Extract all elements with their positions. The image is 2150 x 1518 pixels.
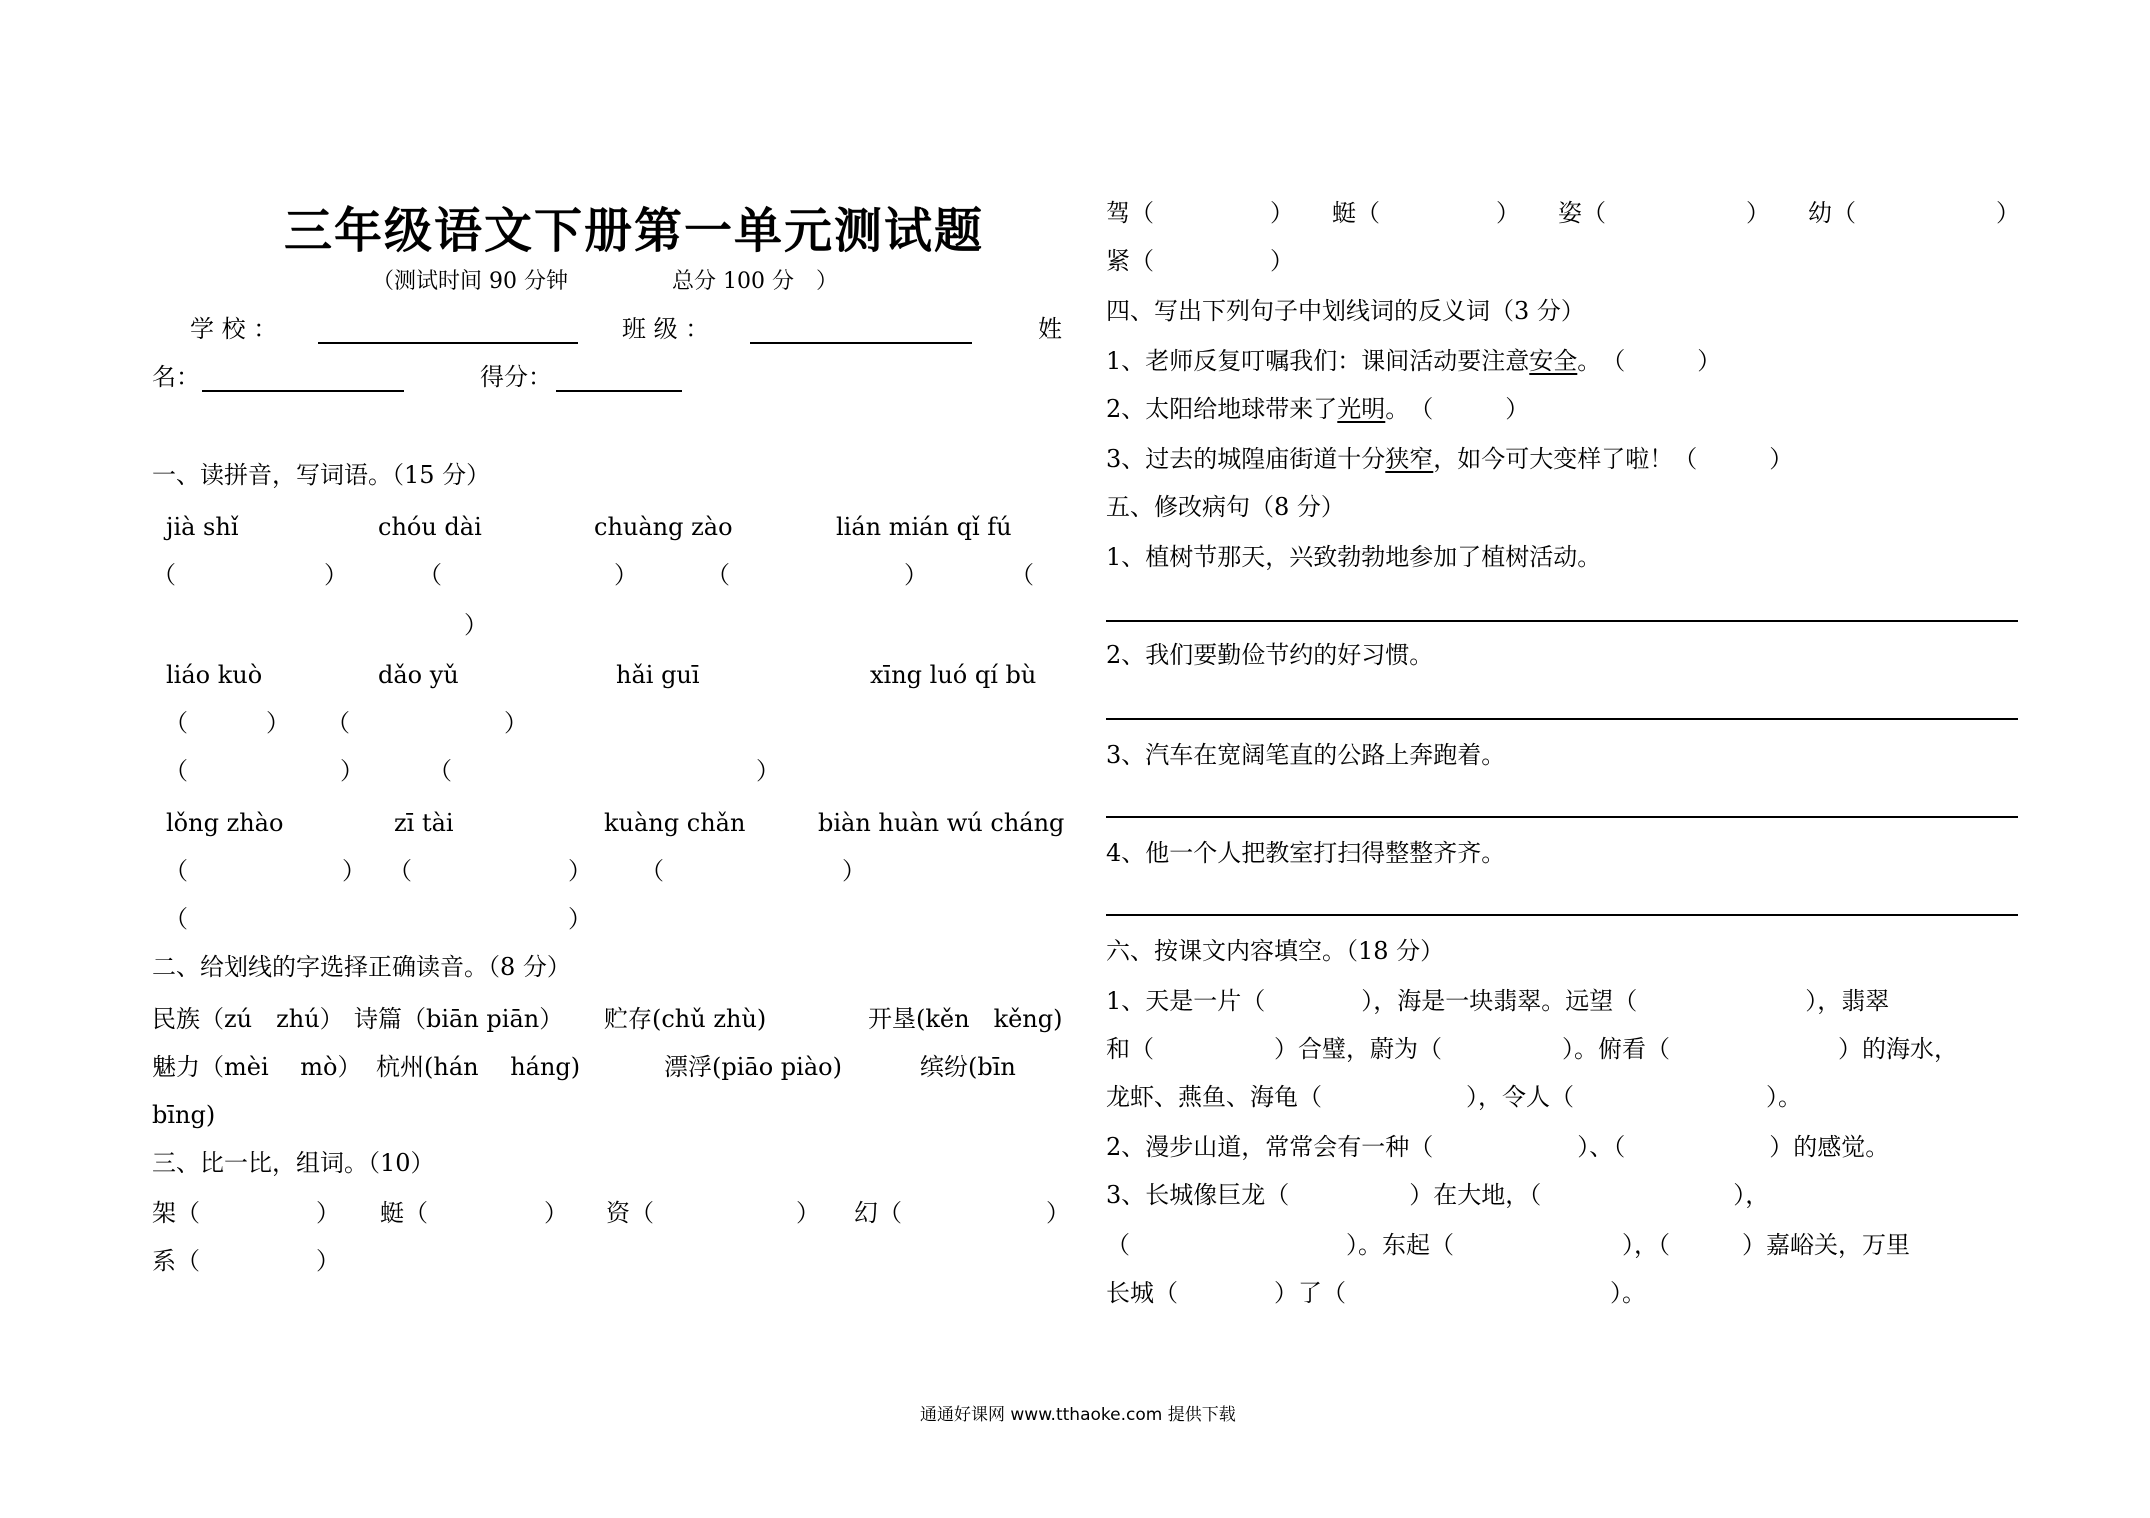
compare-char[interactable]: 姿（: [1558, 199, 1606, 227]
compare-char: ）: [1046, 1199, 1070, 1227]
compare-char[interactable]: 紧（: [1106, 247, 1154, 275]
footer-credit: 通通好课网 www.tthaoke.com 提供下载: [920, 1405, 1236, 1425]
reading-choice[interactable]: 民族（zú zhú）: [152, 1005, 344, 1033]
reading-choice[interactable]: 贮存(chǔ zhù): [604, 1005, 767, 1033]
pinyin-item: hǎi guī: [616, 661, 700, 689]
compare-char: ）: [1496, 199, 1520, 227]
answer-bracket[interactable]: ，如今可大变样了啦！（ ）: [1433, 445, 1794, 473]
fill-line[interactable]: 和（ ）合璧，蔚为（ ）。俯看（ ）的海水，: [1106, 1035, 1958, 1063]
sentence-item: 4、他一个人把教室打扫得整整齐齐。: [1106, 839, 1506, 867]
antonym-question: [1106, 346, 1721, 376]
pinyin-item: biàn huàn wú cháng: [818, 809, 1065, 837]
compare-char[interactable]: 蜓（: [1332, 199, 1380, 227]
answer-bracket: ）: [340, 757, 364, 785]
antonym-question: [1106, 444, 1793, 474]
answer-bracket[interactable]: （: [152, 561, 176, 589]
question-text: 2、太阳给地球带来了: [1106, 395, 1338, 423]
sentence-item: 2、我们要勤俭节约的好习惯。: [1106, 641, 1434, 669]
page-title: 三年级语文下册第一单元测试题: [284, 203, 985, 259]
compare-char: ）: [544, 1199, 568, 1227]
name-label-part2: 名：: [152, 363, 200, 391]
test-time: （测试时间 90 分钟: [372, 269, 568, 294]
answer-bracket: ）: [904, 561, 928, 589]
compare-char[interactable]: 幻（: [854, 1199, 902, 1227]
answer-bracket: ）: [568, 857, 592, 885]
pinyin-item: zī tài: [394, 809, 454, 837]
compare-char: ）: [1270, 199, 1294, 227]
compare-char[interactable]: 资（: [606, 1199, 654, 1227]
fill-line[interactable]: 3、长城像巨龙（ ）在大地，（ ），: [1106, 1181, 1770, 1209]
compare-char[interactable]: 系（: [152, 1247, 200, 1275]
answer-bracket[interactable]: （: [418, 561, 442, 589]
answer-bracket: ）: [504, 709, 528, 737]
answer-bracket[interactable]: （: [428, 757, 452, 785]
compare-char: ）: [1746, 199, 1770, 227]
reading-choice-cont: bīng): [152, 1101, 216, 1129]
pinyin-item: dǎo yǔ: [378, 661, 459, 689]
answer-bracket: ）: [464, 611, 488, 639]
section5-heading: 五、修改病句（8 分）: [1106, 493, 1345, 521]
sentence-item: 3、汽车在宽阔笔直的公路上奔跑着。: [1106, 741, 1506, 769]
reading-choice[interactable]: 诗篇（biān piān）: [354, 1005, 564, 1033]
answer-bracket[interactable]: （: [164, 709, 188, 737]
answer-bracket[interactable]: （: [164, 757, 188, 785]
answer-bracket[interactable]: （: [164, 857, 188, 885]
question-text: 1、老师反复叮嘱我们：课间活动要注意: [1106, 347, 1530, 375]
sentence-item: 1、植树节那天，兴致勃勃地参加了植树活动。: [1106, 543, 1602, 571]
compare-char[interactable]: 蜓（: [380, 1199, 428, 1227]
fill-line[interactable]: （ ）。东起（ ），（ ）嘉峪关，万里: [1106, 1231, 1910, 1259]
compare-char: ）: [1996, 199, 2020, 227]
antonym-question: [1106, 394, 1529, 424]
answer-bracket[interactable]: （: [640, 857, 664, 885]
answer-bracket: ）: [614, 561, 638, 589]
answer-bracket[interactable]: （: [706, 561, 730, 589]
pinyin-item: liáo kuò: [166, 661, 263, 689]
underlined-word: 狭窄: [1385, 445, 1434, 473]
reading-choice[interactable]: 缤纷(bīn: [920, 1053, 1016, 1081]
answer-bracket[interactable]: （: [1010, 561, 1034, 589]
pinyin-item: chuàng zào: [594, 513, 733, 541]
compare-char[interactable]: 驾（: [1106, 199, 1154, 227]
compare-char: ）: [796, 1199, 820, 1227]
answer-bracket[interactable]: （: [164, 905, 188, 933]
pinyin-item: jià shǐ: [166, 513, 239, 541]
compare-char[interactable]: 幼（: [1808, 199, 1856, 227]
pinyin-item: xīng luó qí bù: [870, 661, 1037, 689]
compare-char: ）: [316, 1247, 340, 1275]
reading-choice[interactable]: 漂浮(piāo piào): [664, 1053, 842, 1081]
section2-heading: 二、给划线的字选择正确读音。（8 分）: [152, 953, 571, 981]
answer-bracket: ）: [756, 757, 780, 785]
fill-line[interactable]: 1、天是一片（ ），海是一块翡翠。远望（ ），翡翠: [1106, 987, 1890, 1015]
name-field[interactable]: [202, 364, 404, 392]
pinyin-item: lián mián qǐ fú: [836, 513, 1012, 541]
pinyin-item: lǒng zhào: [166, 809, 284, 837]
answer-line[interactable]: [1106, 620, 2018, 622]
school-field[interactable]: [318, 316, 578, 344]
score-label: 得分：: [480, 363, 552, 391]
compare-char: ）: [1270, 247, 1294, 275]
reading-choice[interactable]: 开垦(kěn kěng): [868, 1005, 1063, 1033]
answer-line[interactable]: [1106, 914, 2018, 916]
answer-bracket: ）: [324, 561, 348, 589]
fill-line[interactable]: 长城（ ）了（ ）。: [1106, 1279, 1646, 1307]
fill-line[interactable]: 龙虾、燕鱼、海龟（ ），令人（ ）。: [1106, 1083, 1802, 1111]
answer-bracket: ）: [342, 857, 366, 885]
pinyin-item: chóu dài: [378, 513, 482, 541]
class-field[interactable]: [750, 316, 972, 344]
compare-char[interactable]: 架（: [152, 1199, 200, 1227]
compare-char: ）: [316, 1199, 340, 1227]
school-label: 学 校 ：: [190, 315, 278, 343]
section3-heading: 三、比一比，组词。（10）: [152, 1149, 435, 1177]
class-label: 班 级 ：: [622, 315, 710, 343]
score-field[interactable]: [556, 364, 682, 392]
underlined-word: 光明: [1337, 395, 1386, 423]
total-score: 总分 100 分 ）: [672, 269, 838, 294]
reading-choice[interactable]: 杭州(hán háng): [376, 1053, 581, 1081]
question-text: 3、过去的城隍庙街道十分: [1106, 445, 1386, 473]
pinyin-item: kuàng chǎn: [604, 809, 746, 837]
fill-line[interactable]: 2、漫步山道，常常会有一种（ ）、（ ）的感觉。: [1106, 1133, 1890, 1161]
answer-bracket: ）: [266, 709, 290, 737]
answer-bracket[interactable]: （: [388, 857, 412, 885]
section1-heading: 一、读拼音，写词语。（15 分）: [152, 461, 491, 489]
section4-heading: 四、写出下列句子中划线词的反义词（3 分）: [1106, 297, 1585, 325]
section6-heading: 六、按课文内容填空。（18 分）: [1106, 937, 1445, 965]
reading-choice[interactable]: 魅力（mèi mò）: [152, 1053, 362, 1081]
answer-bracket: ）: [842, 857, 866, 885]
answer-bracket[interactable]: （: [326, 709, 350, 737]
answer-line[interactable]: [1106, 718, 2018, 720]
answer-bracket[interactable]: 。 （ ）: [1385, 395, 1530, 423]
answer-bracket[interactable]: 。 （ ）: [1577, 347, 1722, 375]
underlined-word: 安全: [1529, 347, 1578, 375]
name-label-part1: 姓: [1038, 315, 1062, 343]
answer-bracket: ）: [568, 905, 592, 933]
answer-line[interactable]: [1106, 816, 2018, 818]
